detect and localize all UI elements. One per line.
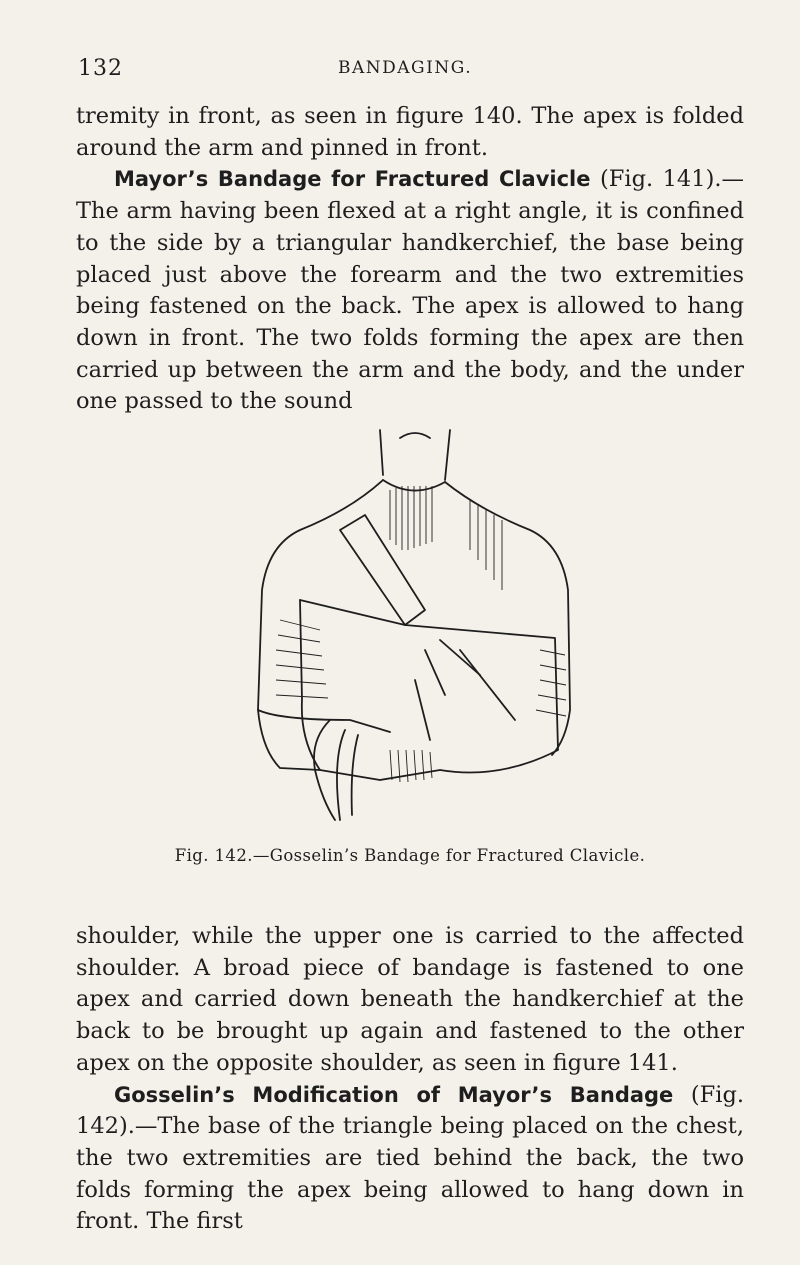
page-number: 132 — [78, 56, 123, 81]
sling-strap-upper — [340, 515, 425, 625]
left-shoulder — [258, 480, 383, 770]
sling-strap-lower — [300, 600, 405, 625]
handkerchief-fold-3 — [425, 650, 445, 695]
paragraph-gosselins-modification — [76, 1080, 744, 1239]
neck-left-line — [380, 430, 383, 475]
paragraph-mayors-bandage — [76, 164, 744, 418]
handkerchief-fold-4 — [415, 680, 430, 740]
figure-caption: Fig. 142.—Gosselin’s Bandage for Fractured Clavicle. — [174, 846, 646, 865]
paragraph-continuation: tremity in front, as seen in figure 140. The apex is folded around the arm and pinned in front. — [76, 103, 744, 161]
section-heading-mayors-bandage: Mayor’s Bandage for Fractured Clavicle — [114, 167, 591, 192]
text-block-bottom — [76, 921, 744, 1238]
section-heading-gosselins-modification: Gosselin’s Modification of Mayor’s Bandage — [114, 1082, 674, 1107]
paragraph-body: (Fig. 141).—The arm having been flexed at a right angle, it is confined to the side by a triangular handkerchief, the base being placed just above the forearm and the two extremities being fastened on the back. The apex is allowed to hang down in front. The two folds forming the apex are then carried up between the arm and the body, and the under one passed to the sound — [76, 166, 744, 415]
neck-right-line — [445, 430, 450, 480]
forearm — [258, 710, 390, 732]
paragraph-body-2: (Fig. 142).—The base of the triangle being placed on the chest, the two extremities are tied behind the back, the two folds forming the apex being allowed to hang down in front. The first — [76, 1081, 744, 1235]
text-block-top — [76, 101, 744, 418]
right-shoulder — [445, 482, 570, 755]
handkerchief-fold-1 — [440, 640, 480, 675]
handkerchief-fold-2 — [460, 650, 515, 720]
figure-illustration — [240, 420, 580, 840]
running-title: BANDAGING. — [338, 58, 473, 78]
paragraph-continuation-2: shoulder, while the upper one is carried to the affected shoulder. A broad piece of bandage is fastened to one apex and carried down beneath the handkerchief at the back to be brought up again and fastened to the other apex on the opposite shoulder, as seen in figure 141. — [76, 923, 744, 1076]
chin-mark — [400, 433, 430, 438]
